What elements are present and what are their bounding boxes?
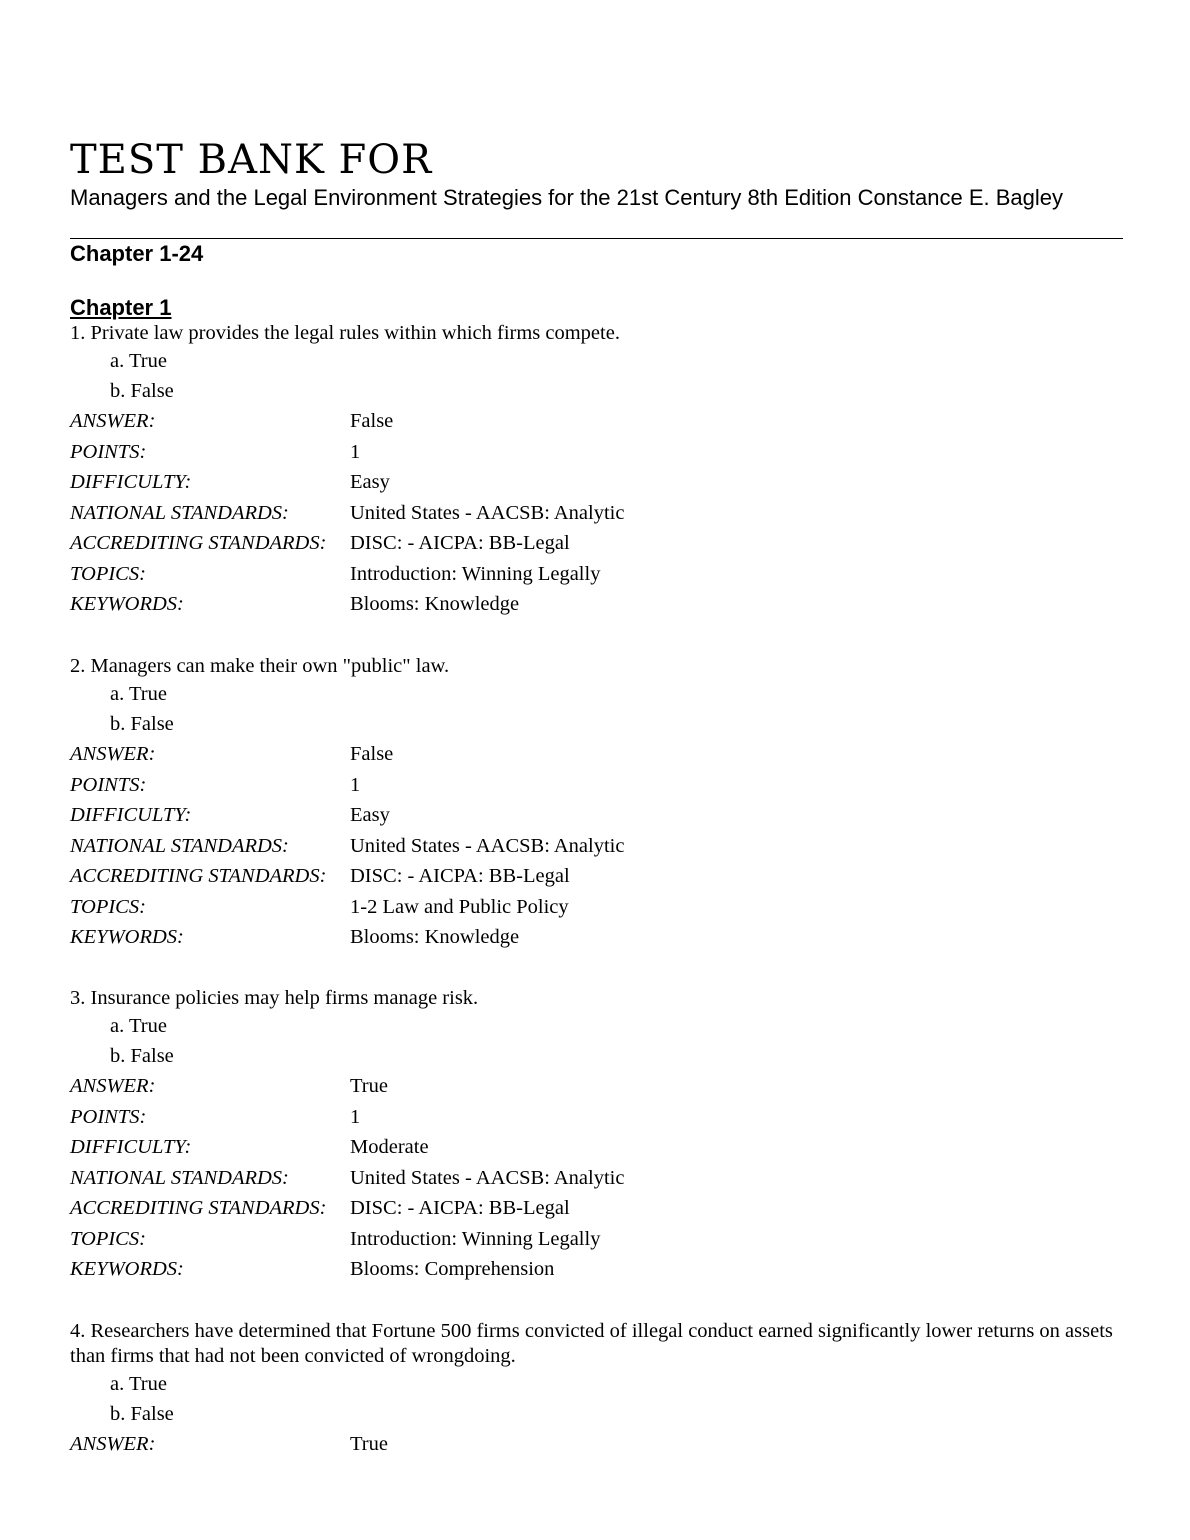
keywords-value: Blooms: Knowledge (350, 593, 520, 615)
answer-row (70, 1429, 1123, 1460)
accrediting-standards-label: ACCREDITING STANDARDS: (70, 1197, 327, 1219)
option-b: b. False (110, 713, 174, 735)
difficulty-row (70, 1132, 1123, 1163)
chapter-heading: Chapter 1 (70, 295, 172, 320)
topics-label: TOPICS: (70, 562, 146, 585)
option-b: b. False (110, 1045, 174, 1067)
keywords-label: KEYWORDS: (70, 593, 184, 615)
keywords-value: Blooms: Comprehension (350, 1258, 555, 1280)
topics-value: Introduction: Winning Legally (350, 1227, 601, 1250)
option-a: a. True (110, 683, 167, 705)
topics-value: 1-2 Law and Public Policy (350, 895, 569, 918)
question-3 (70, 986, 1123, 1285)
document-subtitle: Managers and the Legal Environment Strategies for the 21st Century 8th Edition Constance E. Bagley (70, 185, 1064, 210)
keywords-row (70, 1254, 1123, 1285)
national-standards-value: United States - AACSB: Analytic (350, 501, 625, 524)
difficulty-row (70, 467, 1123, 498)
question-text: 3. Insurance policies may help firms manage risk. (70, 987, 479, 1009)
option-a: a. True (110, 1015, 167, 1037)
difficulty-row (70, 800, 1123, 831)
option-a: a. True (110, 350, 167, 372)
answer-label: ANSWER: (70, 743, 156, 765)
answer-label: ANSWER: (70, 1433, 156, 1455)
document-title: TEST BANK FOR (70, 137, 433, 183)
difficulty-value: Easy (350, 804, 390, 826)
points-value: 1 (350, 773, 361, 796)
accrediting-standards-row (70, 1193, 1123, 1224)
accrediting-standards-value: DISC: - AICPA: BB-Legal (350, 532, 570, 554)
national-standards-label: NATIONAL STANDARDS: (70, 501, 289, 524)
answer-value: False (350, 410, 394, 432)
keywords-row (70, 589, 1123, 620)
question-text: 4. Researchers have determined that Fortune 500 firms convicted of illegal conduct earned significantly lower returns on assets than firms that had not been convicted of wrongdoing. (70, 1320, 1113, 1367)
question-text: 1. Private law provides the legal rules within which firms compete. (70, 322, 620, 344)
difficulty-label: DIFFICULTY: (70, 804, 192, 826)
difficulty-value: Easy (350, 471, 390, 493)
points-value: 1 (350, 440, 361, 463)
points-row (70, 770, 1123, 801)
points-label: POINTS: (70, 773, 147, 796)
keywords-label: KEYWORDS: (70, 1258, 184, 1280)
header-divider (70, 238, 1123, 239)
points-row (70, 437, 1123, 468)
option-b: b. False (110, 380, 174, 402)
question-4 (70, 1319, 1123, 1460)
question-2 (70, 654, 1123, 953)
topics-row (70, 892, 1123, 923)
national-standards-row (70, 831, 1123, 862)
answer-row (70, 406, 1123, 437)
question-text: 2. Managers can make their own "public" law. (70, 655, 450, 677)
keywords-row (70, 922, 1123, 953)
answer-row (70, 1071, 1123, 1102)
keywords-label: KEYWORDS: (70, 926, 184, 948)
question-1 (70, 321, 1123, 620)
national-standards-row (70, 498, 1123, 529)
topics-label: TOPICS: (70, 895, 146, 918)
answer-row (70, 739, 1123, 770)
answer-value: True (350, 1075, 388, 1097)
national-standards-value: United States - AACSB: Analytic (350, 834, 625, 857)
accrediting-standards-row (70, 861, 1123, 892)
keywords-value: Blooms: Knowledge (350, 926, 520, 948)
points-label: POINTS: (70, 1105, 147, 1128)
chapter-range: Chapter 1-24 (70, 241, 204, 266)
answer-value: False (350, 743, 394, 765)
accrediting-standards-value: DISC: - AICPA: BB-Legal (350, 865, 570, 887)
answer-label: ANSWER: (70, 1075, 156, 1097)
national-standards-label: NATIONAL STANDARDS: (70, 1166, 289, 1189)
answer-value: True (350, 1433, 388, 1455)
points-row (70, 1102, 1123, 1133)
topics-row (70, 1224, 1123, 1255)
topics-label: TOPICS: (70, 1227, 146, 1250)
national-standards-value: United States - AACSB: Analytic (350, 1166, 625, 1189)
answer-label: ANSWER: (70, 410, 156, 432)
topics-value: Introduction: Winning Legally (350, 562, 601, 585)
accrediting-standards-value: DISC: - AICPA: BB-Legal (350, 1197, 570, 1219)
accrediting-standards-row (70, 528, 1123, 559)
difficulty-label: DIFFICULTY: (70, 1136, 192, 1158)
difficulty-value: Moderate (350, 1136, 429, 1158)
difficulty-label: DIFFICULTY: (70, 471, 192, 493)
points-value: 1 (350, 1105, 361, 1128)
option-a: a. True (110, 1373, 167, 1395)
national-standards-row (70, 1163, 1123, 1194)
option-b: b. False (110, 1403, 174, 1425)
national-standards-label: NATIONAL STANDARDS: (70, 834, 289, 857)
accrediting-standards-label: ACCREDITING STANDARDS: (70, 865, 327, 887)
topics-row (70, 559, 1123, 590)
points-label: POINTS: (70, 440, 147, 463)
accrediting-standards-label: ACCREDITING STANDARDS: (70, 532, 327, 554)
